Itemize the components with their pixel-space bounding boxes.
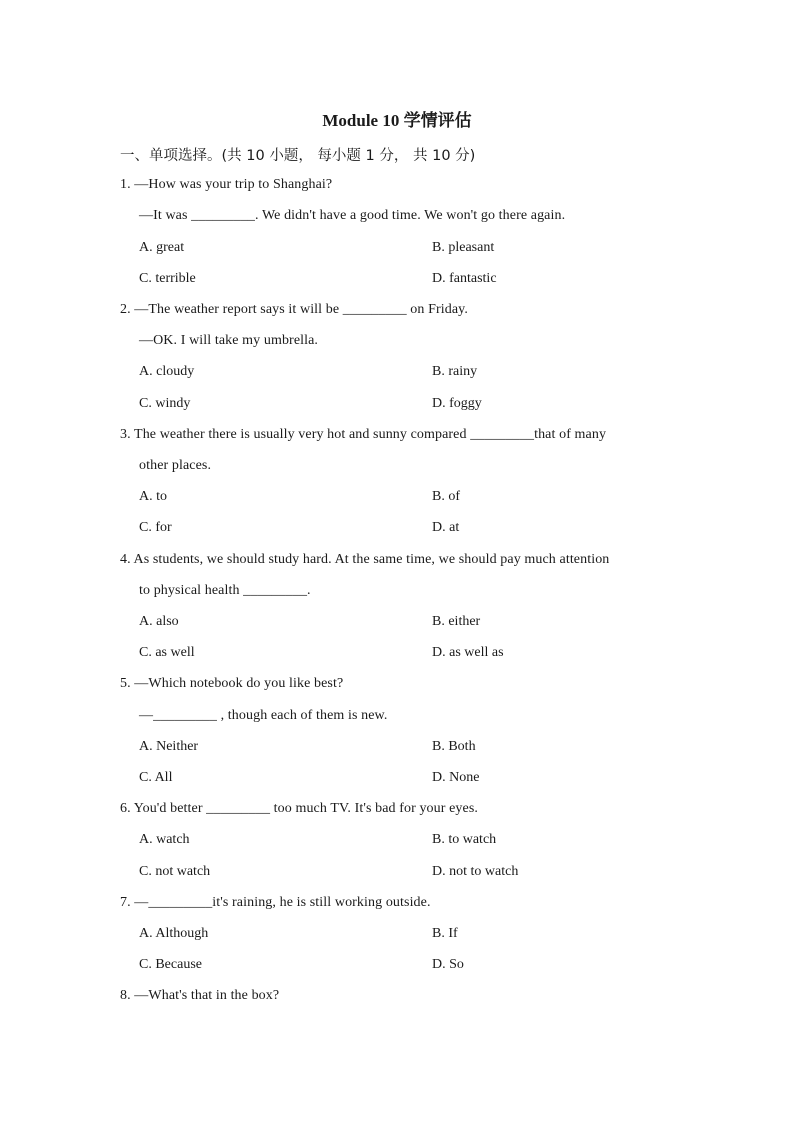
question-1-option-d: D. fantastic: [432, 271, 497, 286]
question-7-option-d: D. So: [432, 957, 464, 972]
question-3-option-b: B. of: [432, 489, 460, 504]
question-6-option-d: D. not to watch: [432, 864, 519, 879]
page-title: Module 10 学情评估: [322, 111, 472, 130]
question-4-option-b: B. either: [432, 614, 481, 629]
question-7-option-b: B. If: [432, 926, 458, 941]
question-1-reply: —It was _________. We didn't have a good time. We won't go there again.: [139, 208, 566, 223]
question-5-option-a: A. Neither: [139, 739, 199, 754]
question-2-option-c: C. windy: [139, 396, 191, 411]
question-4-option-c: C. as well: [139, 645, 195, 660]
question-3-option-c: C. for: [139, 520, 172, 535]
question-3-stem: 3. The weather there is usually very hot and sunny compared _________that of many: [120, 427, 607, 442]
question-5-stem: 5. —Which notebook do you like best?: [120, 676, 344, 691]
question-6-stem: 6. You'd better _________ too much TV. It's bad for your eyes.: [120, 801, 478, 816]
question-8-stem: 8. —What's that in the box?: [120, 988, 280, 1003]
question-2-reply: —OK. I will take my umbrella.: [139, 333, 319, 348]
question-5-reply: —_________ , though each of them is new.: [139, 708, 388, 723]
question-3-option-d: D. at: [432, 520, 460, 535]
question-4-option-d: D. as well as: [432, 645, 504, 660]
question-2-option-b: B. rainy: [432, 364, 478, 379]
question-7-stem: 7. —_________it's raining, he is still working outside.: [120, 895, 431, 910]
question-3-stem-continued: other places.: [139, 458, 212, 473]
question-4-stem-continued: to physical health _________.: [139, 583, 311, 598]
question-1-option-a: A. great: [139, 240, 185, 255]
question-2-option-a: A. cloudy: [139, 364, 195, 379]
question-1-option-c: C. terrible: [139, 271, 196, 286]
question-5-option-c: C. All: [139, 770, 173, 785]
question-7-option-c: C. Because: [139, 957, 202, 972]
question-1-option-b: B. pleasant: [432, 240, 495, 255]
question-7-option-a: A. Although: [139, 926, 209, 941]
question-1-stem: 1. —How was your trip to Shanghai?: [120, 177, 333, 192]
question-4-stem: 4. As students, we should study hard. At the same time, we should pay much attention: [120, 552, 610, 567]
question-2-option-d: D. foggy: [432, 396, 482, 411]
section-heading: 一、单项选择。(共 10 小题， 每小题 1 分， 共 10 分): [120, 148, 476, 164]
question-6-option-a: A. watch: [139, 832, 190, 847]
question-5-option-d: D. None: [432, 770, 480, 785]
question-2-stem: 2. —The weather report says it will be _________ on Friday.: [120, 302, 468, 317]
question-6-option-b: B. to watch: [432, 832, 497, 847]
question-3-option-a: A. to: [139, 489, 167, 504]
question-5-option-b: B. Both: [432, 739, 476, 754]
question-4-option-a: A. also: [139, 614, 179, 629]
question-6-option-c: C. not watch: [139, 864, 211, 879]
